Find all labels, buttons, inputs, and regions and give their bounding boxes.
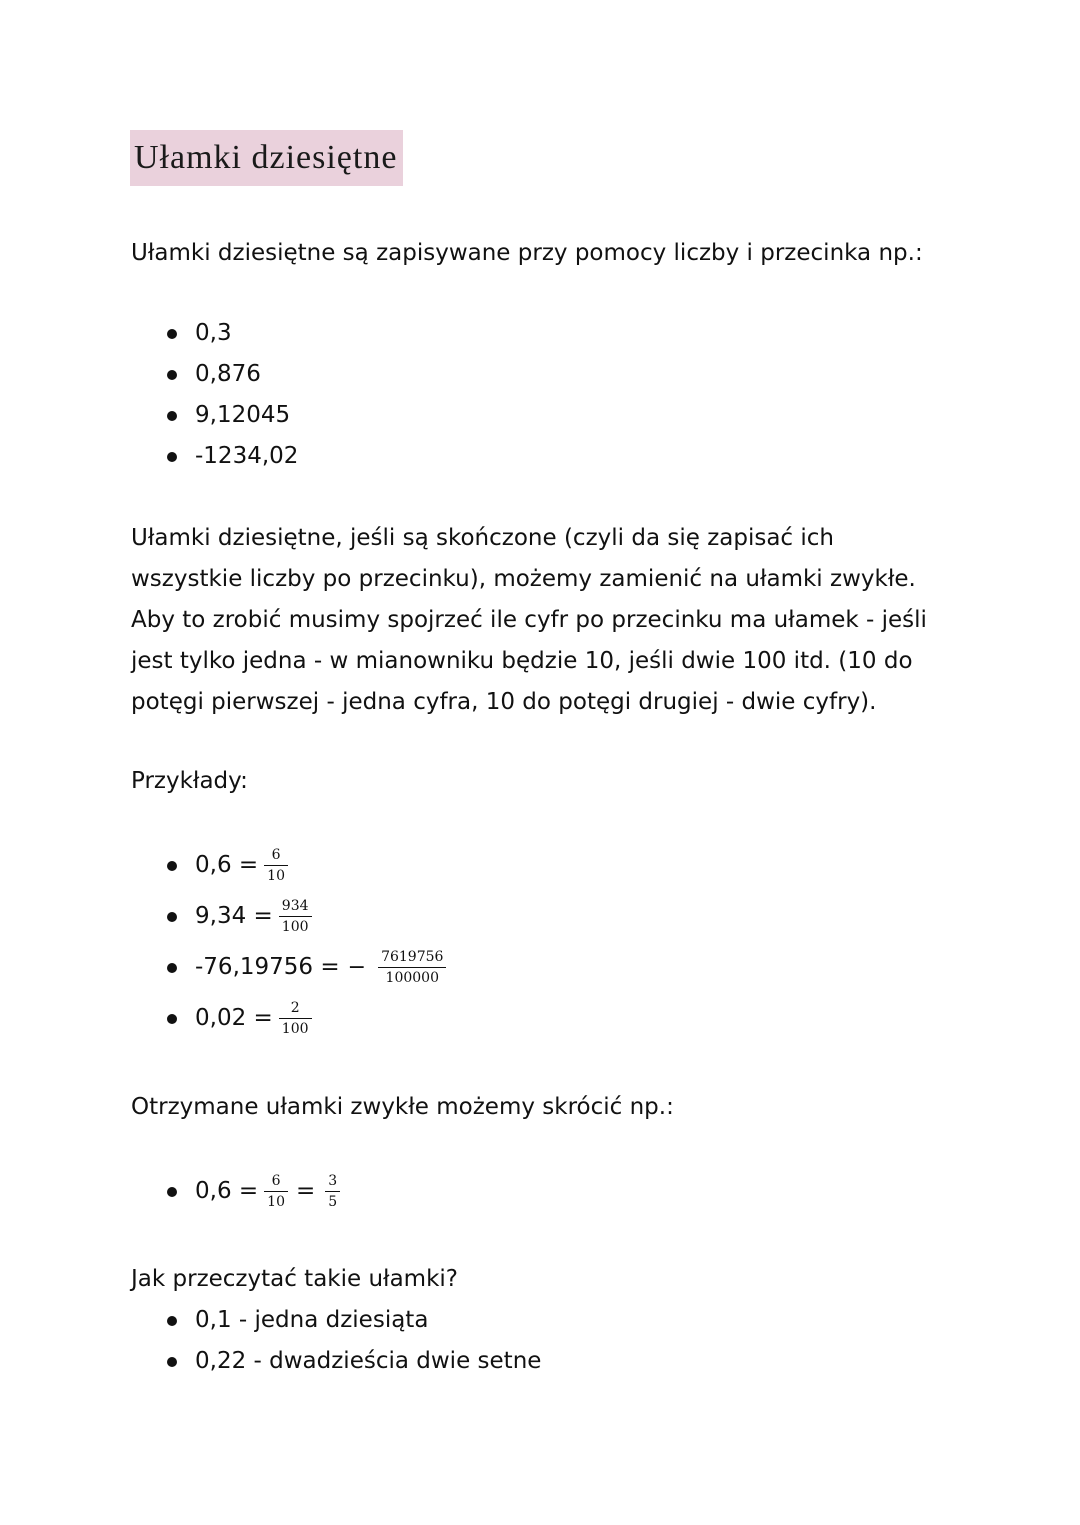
list-item: 0,1 - jedna dziesiąta xyxy=(165,1300,541,1341)
list-item: 0,3 xyxy=(165,313,298,354)
bullet-icon xyxy=(167,861,177,871)
bullet-icon xyxy=(167,1014,177,1024)
denominator: 100000 xyxy=(385,969,439,986)
fraction xyxy=(325,1173,340,1210)
examples-heading: Przykłady: xyxy=(131,768,248,794)
bullet-icon xyxy=(167,370,177,380)
fraction xyxy=(279,898,312,935)
denominator: 5 xyxy=(328,1193,338,1210)
paragraph-line: potęgi pierwszej - jedna cyfra, 10 do potęgi drugiej - dwie cyfry). xyxy=(131,689,877,715)
denominator: 100 xyxy=(281,918,309,935)
denominator: 10 xyxy=(267,867,285,884)
minus-sign: − xyxy=(347,954,367,980)
numerator: 6 xyxy=(271,1172,281,1189)
equals-sign: = xyxy=(296,1178,316,1204)
numerator: 7619756 xyxy=(381,948,444,965)
numerator: 6 xyxy=(271,846,281,863)
numerator: 934 xyxy=(281,897,309,914)
list-item: -1234,02 xyxy=(165,436,298,477)
reading-question: Jak przeczytać takie ułamki? xyxy=(131,1266,458,1292)
numerator: 3 xyxy=(328,1172,338,1189)
bullet-icon xyxy=(167,1357,177,1367)
document-page: Ułamki dziesiętne Ułamki dziesiętne są zapisywane przy pomocy liczby i przecinka np.: 0,3 0,876 9,12045 -1234,02 Ułamki dziesiętne, jeśli są skończone (czyli da się zapisać ich wszystkie liczby po przecinku), możemy zamienić na ułamki zwykłe. Aby to zrobić musimy spojrzeć ile cyfr po przecinku ma ułamek - jeśli jest tylko jedna - w mianowniku będzie 10, jeśli dwie 100 itd. (10 do potęgi pierwszej - jedna cyfra, 10 do potęgi drugiej - dwie cyfry). Przykłady: 0,6 = $\frac{6}{10}$ 9,34 = $\frac{934}{100}$ -76,19756 = − $\frac{7619756}{100000}$ 0,02 = $\frac{2}{100}$ Otrzymane ułamki zwykłe możemy skrócić np.: 0,6 = $\frac{6}{10}$ = $\frac{3}{5}$ Jak przeczytać takie ułamki? 0,1 - jedna dziesiąta 0,22 - dwadzieścia dwie setne xyxy=(0,0,1080,1525)
numerator: 2 xyxy=(290,999,300,1016)
fraction xyxy=(264,847,288,884)
fraction xyxy=(264,1173,288,1210)
bullet-icon xyxy=(167,411,177,421)
bullet-icon xyxy=(167,1187,177,1197)
paragraph-line: jest tylko jedna - w mianowniku będzie 10, jeśli dwie 100 itd. (10 do xyxy=(131,648,913,674)
bullet-icon xyxy=(167,1316,177,1326)
paragraph-line: wszystkie liczby po przecinku), możemy zamienić na ułamki zwykłe. xyxy=(131,566,916,592)
intro-text: Ułamki dziesiętne są zapisywane przy pomocy liczby i przecinka np.: xyxy=(131,240,923,266)
list-item: 0,876 xyxy=(165,354,298,395)
paragraph-line: Aby to zrobić musimy spojrzeć ile cyfr po przecinku ma ułamek - jeśli xyxy=(131,607,927,633)
paragraph-line: Ułamki dziesiętne, jeśli są skończone (czyli da się zapisać ich xyxy=(131,525,834,551)
fraction xyxy=(279,1000,312,1037)
fraction xyxy=(378,949,446,986)
bullet-icon xyxy=(167,329,177,339)
explanation-paragraph xyxy=(131,518,961,723)
decimal-examples-list xyxy=(165,313,298,477)
list-item: 0,22 - dwadzieścia dwie setne xyxy=(165,1341,541,1382)
reading-list xyxy=(165,1300,541,1382)
list-item: 9,12045 xyxy=(165,395,298,436)
denominator: 100 xyxy=(281,1020,309,1037)
bullet-icon xyxy=(167,963,177,973)
page-title: Ułamki dziesiętne xyxy=(130,130,403,186)
denominator: 10 xyxy=(267,1193,285,1210)
reduce-intro-text: Otrzymane ułamki zwykłe możemy skrócić np.: xyxy=(131,1094,674,1120)
bullet-icon xyxy=(167,912,177,922)
bullet-icon xyxy=(167,452,177,462)
